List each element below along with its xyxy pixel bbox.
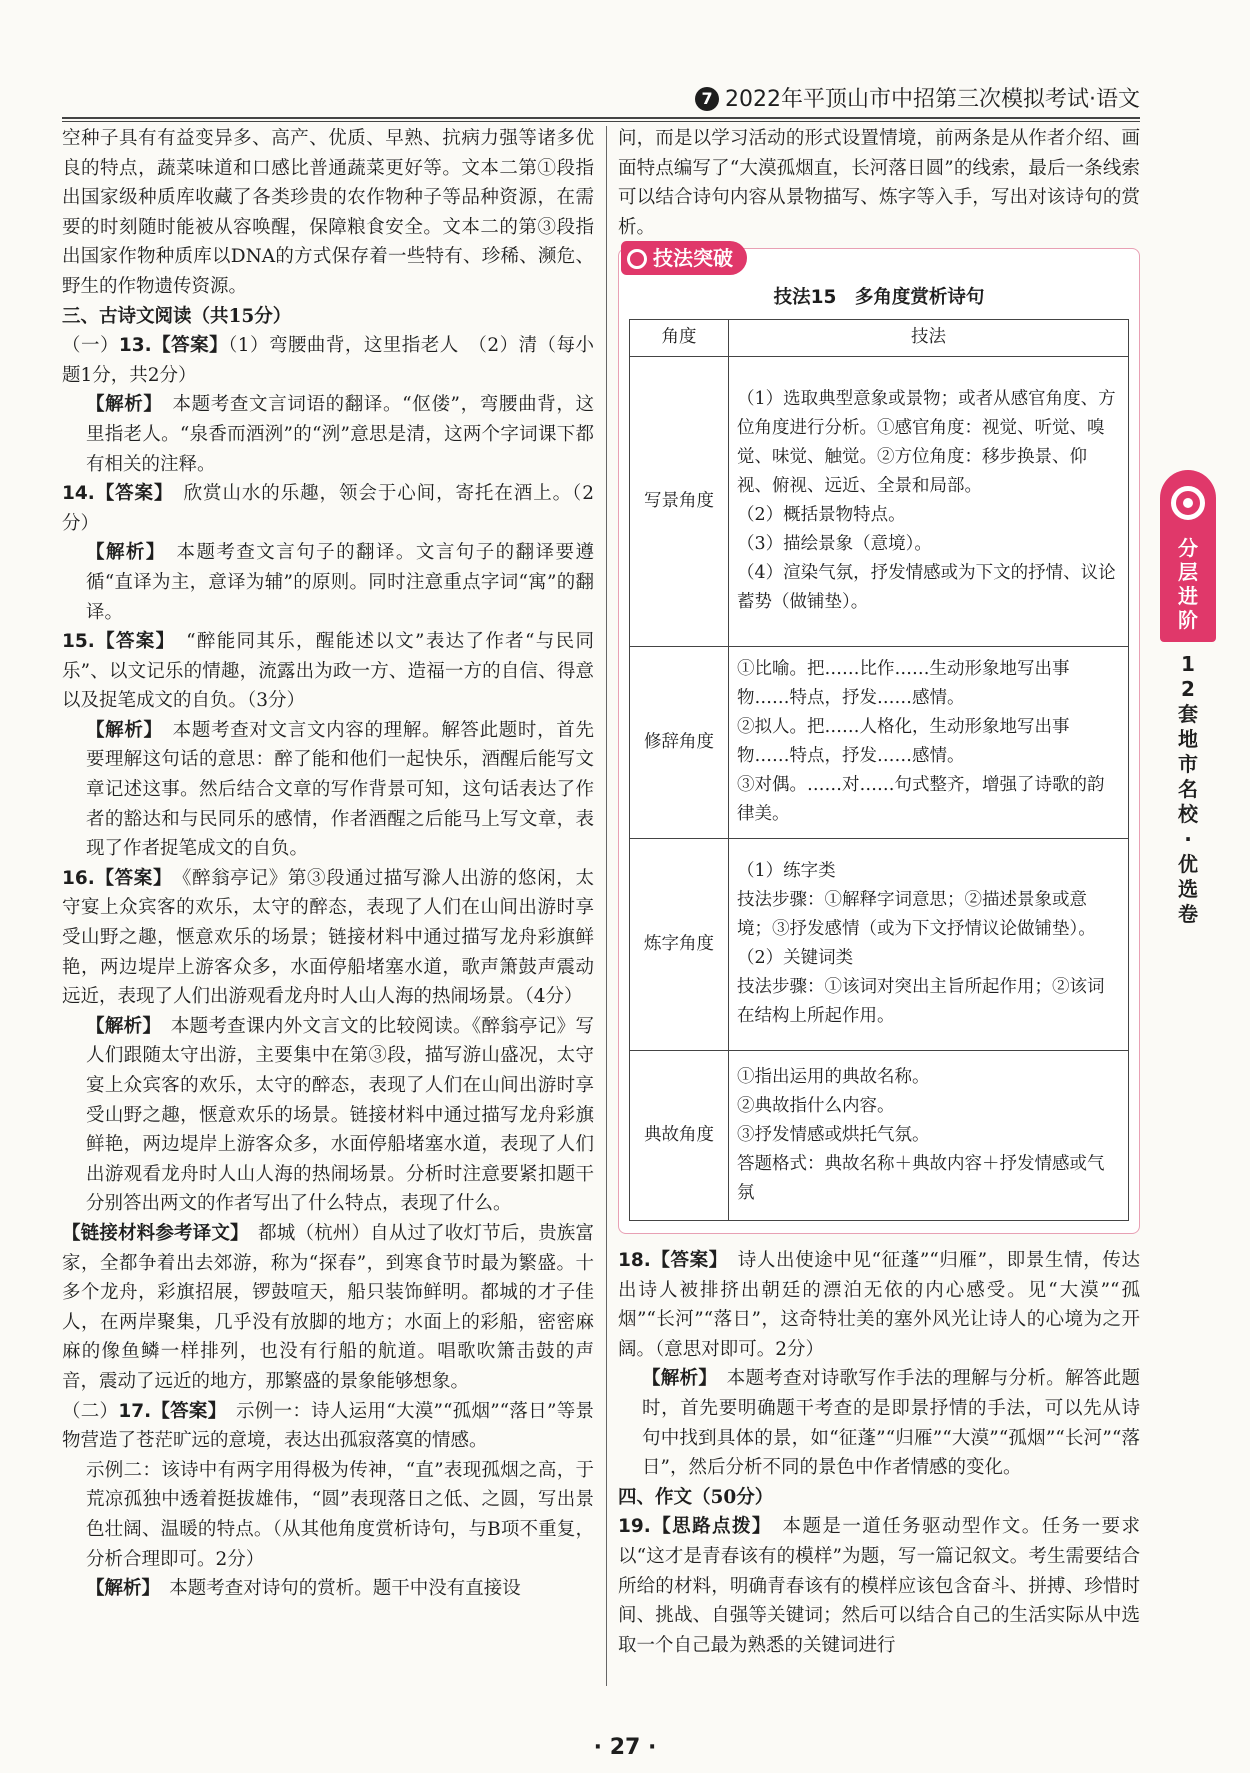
technique-badge: 技法突破 — [621, 241, 747, 275]
right-column — [618, 124, 1140, 1660]
explanation-13: 【解析】 本题考查文言词语的翻译。“伛偻”，弯腰曲背，这里指老人。“泉香而酒洌”的“洌”意思是清，这两个字词课下都有相关的注释。 — [86, 394, 594, 475]
paragraph: 空种子具有有益变异多、高产、优质、早熟、抗病力强等诸多优良的特点，蔬菜味道和口感比普通蔬菜更好等。文本二第①段指出国家级种质库收藏了各类珍贵的农作物种子等品种资源，在需要的时刻随时能被从容唤醒，保障粮食安全。文本二的第③段指出国家作物种质库以DNA的方式保存着一些特有、珍稀、濒危、野生的作物遗传资源。 — [62, 128, 594, 297]
target-icon — [1171, 486, 1205, 520]
answer-19: 19.【思路点拨】 本题是一道任务驱动型作文。任务一要求以“这才是青春该有的模样”为题，写一篇记叙文。考生需要结合所给的材料，明确青春该有的模样应该包含奋斗、拼搏、珍惜时间、挑战、自强等关键词；然后可以结合自己的生活实际从中选取一个自己最为熟悉的关键词进行 — [618, 1516, 1140, 1656]
question-number: 13. — [118, 335, 152, 357]
angle-cell: 典故角度 — [630, 1050, 729, 1220]
technique-cell: （1）练字类 技法步骤：①解释字词意思；②描述景象或意境；③抒发感情（或为下文抒情议论做铺垫）。 （2）关键词类 技法步骤：①该词对突出主旨所起作用；②该词在结构上所起作用。 — [729, 838, 1129, 1050]
left-column — [62, 124, 594, 1604]
technique-table — [629, 319, 1129, 1221]
series-label: 12套地市名校·优选卷 — [1178, 652, 1198, 926]
section-heading-4: 四、作文（50分） — [618, 1486, 774, 1508]
table-row — [630, 838, 1129, 1050]
answer-13: （一）13.【答案】（1）弯腰曲背，这里指老人 （2）清（每小题1分，共2分） — [62, 335, 594, 386]
technique-cell: （1）选取典型意象或景物；或者从感官角度、方位角度进行分析。①感官角度：视觉、听觉、嗅觉、味觉、触觉。②方位角度：移步换景、仰视、俯视、远近、全景和局部。 （2）概括景物特点。 （3）描绘景象（意境）。 （4）渲染气氛，抒发情感或为下文的抒情、议论蓄势（做铺垫）。 — [729, 356, 1129, 646]
explanation-14: 【解析】 本题考查文言句子的翻译。文言句子的翻译要遵循“直译为主，意译为辅”的原则。同时注意重点字词“寓”的翻译。 — [86, 542, 594, 623]
angle-cell: 写景角度 — [630, 356, 729, 646]
technique-title: 技法15 多角度赏析诗句 — [773, 287, 985, 309]
explanation-15: 【解析】 本题考查对文言文内容的理解。解答此题时，首先要理解这句话的意思：醉了能和他们一起快乐，酒醒后能写文章记述这事。然后结合文章的写作背景可知，这句话表达了作者的豁达和与民同乐的感情，作者酒醒之后能马上写文章，表现了作者捉笔成文的自负。 — [86, 719, 594, 860]
angle-cell: 炼字角度 — [630, 838, 729, 1050]
side-tab-label: 分层进阶 — [1178, 536, 1198, 632]
side-tab-pink — [1160, 470, 1216, 642]
explanation-18: 【解析】 本题考查对诗歌写作手法的理解与分析。解答此题时，首先要明确题干考查的是即景抒情的手法，可以先从诗句中找到具体的景，如“征蓬”“归雁”“大漠”“孤烟”“长河”“落日”，然后分析不同的景色中作者情感的变化。 — [642, 1368, 1140, 1479]
answer-tag: 【答案】 — [151, 335, 229, 357]
header-rule-thin — [62, 121, 1140, 122]
technique-cell: ①比喻。把……比作……生动形象地写出事物……特点，抒发……感情。 ②拟人。把……人格化，生动形象地写出事物……特点，抒发……感情。 ③对偶。……对……句式整齐，增强了诗歌的韵律美。 — [729, 646, 1129, 838]
answer-18: 18.【答案】 诗人出使途中见“征蓬”“归雁”，即景生情，传达出诗人被排挤出朝廷的漂泊无依的内心感受。见“大漠”“孤烟”“长河”“落日”，这奇特壮美的塞外风光让诗人的心境为之开阔。（意思对即可。2分） — [618, 1249, 1140, 1360]
side-tab — [1160, 470, 1230, 927]
answer-17: （二）17.【答案】 示例一：诗人运用“大漠”“孤烟”“落日”等景物营造了苍茫旷远的意境，表达出孤寂落寞的情感。 — [62, 1400, 594, 1452]
technique-box — [618, 248, 1140, 1234]
table-header-row — [630, 319, 1129, 356]
header-title: 2022年平顶山市中招第三次模拟考试·语文 — [725, 87, 1140, 112]
table-row — [630, 646, 1129, 838]
answer-17-example-2: 示例二：该诗中有两字用得极为传神，“直”表现孤烟之高，于荒凉孤独中透着挺拔雄伟，“圆”表现落日之低、之圆，写出景色壮阔、温暖的特点。（从其他角度赏析诗句，与B项不重复，分析合理即可。2分） — [86, 1459, 594, 1570]
header-technique: 技法 — [729, 319, 1129, 356]
angle-cell: 修辞角度 — [630, 646, 729, 838]
table-row — [630, 356, 1129, 646]
answer-15: 15.【答案】 “醉能同其乐，醒能述以文”表达了作者“与民同乐”、以文记乐的情趣，流露出为政一方、造福一方的自信、得意以及捉笔成文的自负。（3分） — [62, 631, 594, 712]
page-header — [60, 82, 1140, 112]
answer-16: 16.【答案】 《醉翁亭记》第③段通过描写滁人出游的悠闲，太守宴上众宾客的欢乐，太守的醉态，表现了人们在山间出游时享受山野之趣，惬意欢乐的场景；链接材料中通过描写龙舟彩旗鲜艳，两边堤岸上游客众多，水面停船堵塞水道，歌声箫鼓声震动远近，表现了人们出游观看龙舟时人山人海的热闹场景。（4分） — [62, 867, 594, 1008]
explanation-17: 【解析】 本题考查对诗句的赏析。题干中没有直接设 — [86, 1578, 521, 1600]
target-icon — [627, 249, 647, 269]
header-rule — [62, 117, 1140, 119]
paragraph: 问，而是以学习活动的形式设置情境，前两条是从作者介绍、画面特点编写了“大漠孤烟直，长河落日圆”的线索，最后一条线索可以结合诗句内容从景物描写、炼字等入手，写出对该诗句的赏析。 — [618, 128, 1140, 238]
header-angle: 角度 — [630, 319, 729, 356]
technique-cell: ①指出运用的典故名称。 ②典故指什么内容。 ③抒发情感或烘托气氛。 答题格式：典故名称＋典故内容＋抒发情感或气氛 — [729, 1050, 1129, 1220]
page-number: · 27 · — [593, 1735, 657, 1760]
table-row — [630, 1050, 1129, 1220]
section-heading-3: 三、古诗文阅读（共15分） — [62, 305, 292, 327]
explanation-16: 【解析】 本题考查课内外文言文的比较阅读。《醉翁亭记》写人们跟随太守出游，主要集中在第③段，描写游山盛况，太守宴上众宾客的欢乐，太守的醉态，表现了人们在山间出游时享受山野之趣，惬意欢乐的场景。链接材料中通过描写龙舟彩旗鲜艳，两边堤岸上游客众多，水面停船堵塞水道，表现了人们出游观看龙舟时人山人海的热闹场景。分析时注意要紧扣题干分别答出两文的作者写出了什么特点，表现了什么。 — [86, 1015, 594, 1215]
link-translation: 【链接材料参考译文】 都城（杭州）自从过了收灯节后，贵族富家，全都争着出去郊游，称为“探春”，到寒食节时最为繁盛。十多个龙舟，彩旗招展，锣鼓喧天，船只装饰鲜明。都城的才子佳人，在两岸聚集，几乎没有放脚的地方；水面上的彩船，密密麻麻的像鱼鳞一样排列，也没有行船的航道。唱歌吹箫击鼓的声音，震动了远近的地方，那繁盛的景象能够想象。 — [62, 1222, 594, 1392]
exam-number-badge: 7 — [695, 87, 719, 111]
answer-14: 14.【答案】 欣赏山水的乐趣，领会于心间，寄托在酒上。（2分） — [62, 483, 594, 534]
column-divider — [606, 126, 607, 1686]
